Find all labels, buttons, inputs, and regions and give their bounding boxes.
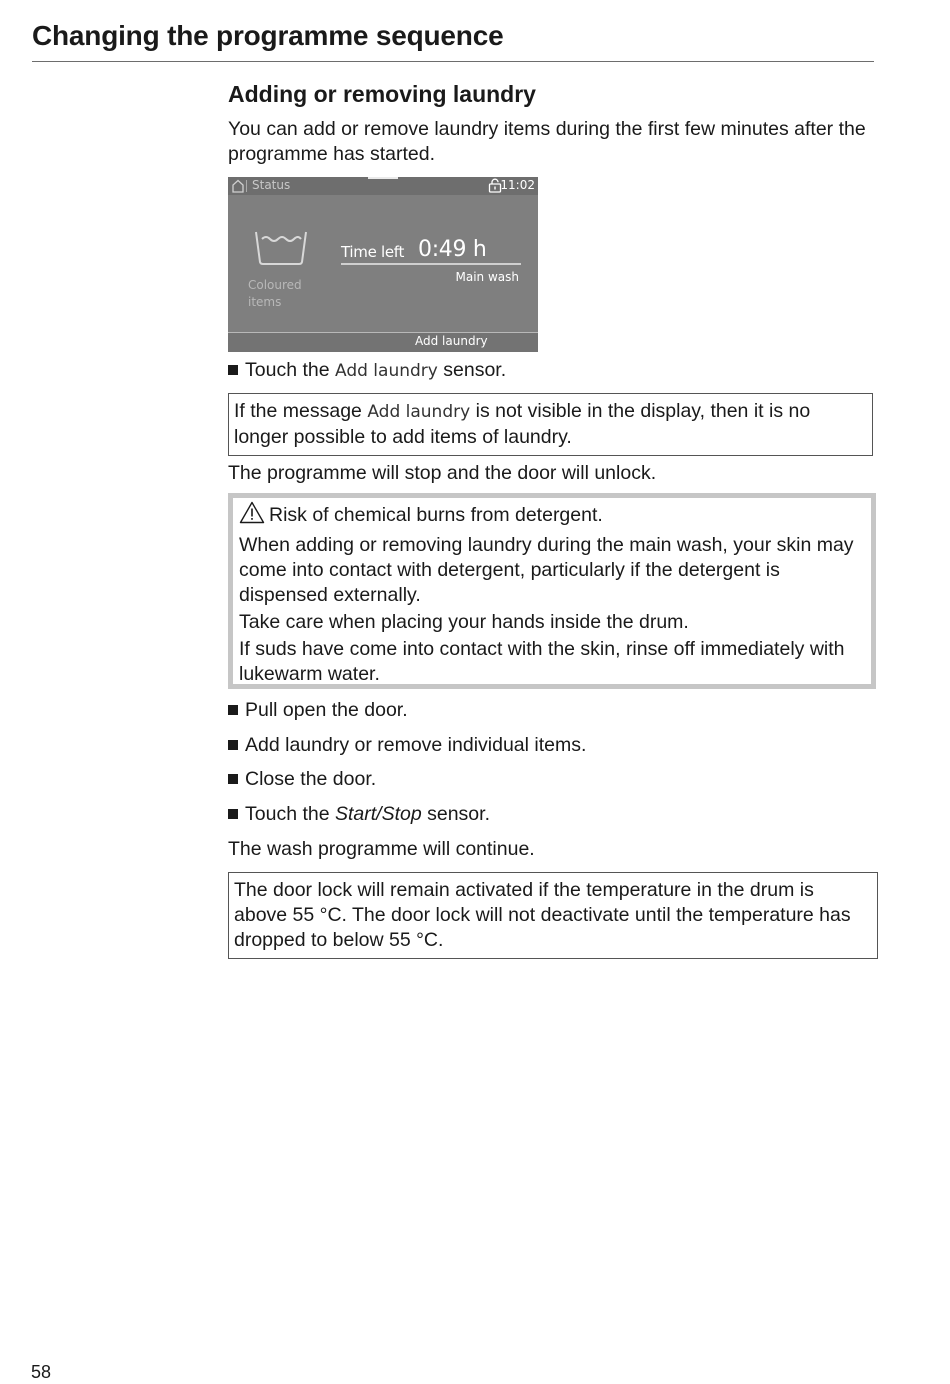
warning-box [228, 493, 876, 689]
display-time-left-value: 0:49 h [418, 237, 487, 262]
page-title: Changing the programme sequence [32, 20, 504, 51]
warning-heading: Risk of chemical burns from detergent. [239, 501, 861, 531]
intro-paragraph: You can add or remove laundry items during the first few minutes after the programme has started. [228, 118, 866, 165]
ui-term-start-stop: Start/Stop [334, 803, 422, 825]
bullet-icon [228, 774, 238, 784]
display-clock: 11:02 [500, 178, 535, 192]
bullet-icon [228, 809, 238, 819]
section-title: Adding or removing laundry [228, 81, 536, 107]
display-bottom-bar [228, 333, 538, 352]
display-progress-line [341, 263, 521, 265]
step-touch-start-stop: Touch the Start/Stop sensor. [228, 802, 878, 827]
bullet-icon [228, 740, 238, 750]
bullet-icon [228, 705, 238, 715]
status-separator [246, 180, 247, 192]
step-close-door: Close the door. [228, 767, 878, 792]
step-add-remove-laundry: Add laundry or remove individual items. [228, 733, 878, 758]
warning-paragraph: Take care when placing your hands inside the drum. [239, 611, 689, 633]
warning-paragraph: If suds have come into contact with the skin, rinse off immediately with lukewarm water. [239, 638, 845, 685]
ui-term-add-laundry: Add laundry [334, 361, 438, 381]
display-programme-name: Coloured items [248, 278, 302, 309]
wash-tub-icon [254, 230, 308, 270]
step-pull-open-door: Pull open the door. [228, 698, 878, 723]
note-box-door-lock: The door lock will remain activated if the temperature in the drum is above 55 °C. The door lock will not deactivate until the temperature has dropped to below 55 °C. [228, 872, 878, 959]
display-page-indicator [368, 177, 398, 179]
ui-term-add-laundry: Add laundry [367, 402, 471, 422]
warning-paragraph: When adding or removing laundry during the main wash, your skin may come into contact with detergent, particularly if the detergent is dispensed externally. [239, 534, 854, 606]
bullet-icon [228, 365, 238, 375]
title-divider [32, 61, 874, 62]
programme-stop-text: The programme will stop and the door will unlock. [228, 462, 657, 484]
home-icon [231, 178, 245, 197]
continue-text: The wash programme will continue. [228, 838, 535, 860]
note-box-add-laundry: If the message Add laundry is not visible in the display, then it is no longer possible to add items of laundry. [228, 393, 873, 456]
step-touch-add-laundry: Touch the Add laundry sensor. [228, 358, 878, 384]
display-phase: Main wash [455, 270, 519, 284]
display-status-label: Status [252, 178, 291, 192]
display-time-left-label: Time left [341, 243, 405, 261]
display-screenshot [228, 177, 538, 352]
page-number: 58 [31, 1362, 52, 1382]
add-laundry-sensor[interactable]: Add laundry [415, 334, 488, 348]
warning-triangle-icon [239, 501, 265, 531]
